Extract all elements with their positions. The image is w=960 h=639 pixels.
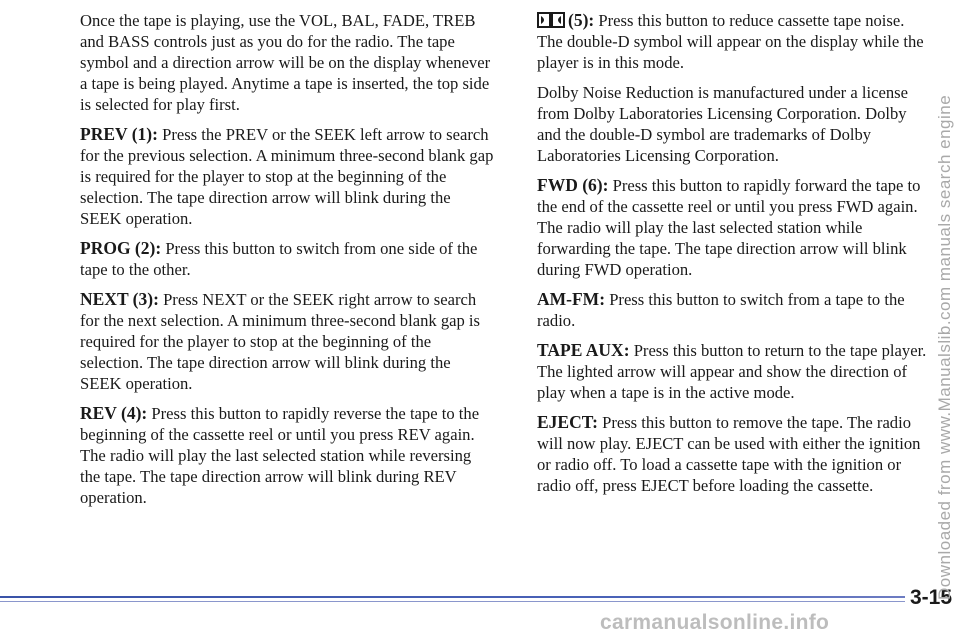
page-number: 3-15 [909,586,952,609]
item-text: Press this button to switch from a tape to the radio. [537,290,905,330]
item-term: EJECT: [537,412,598,432]
item-term: NEXT (3): [80,289,159,309]
right-column [537,10,932,505]
item-text: Press this button to return to the tape player. The lighted arrow will appear and show the direction of play when a tape is in the active mode. [537,341,927,402]
bottom-watermark: carmanualsonline.info [600,611,830,634]
footer-rule [0,596,905,598]
item-term: PREV (1): [80,124,158,144]
dolby-note: Dolby Noise Reduction is manufactured under a license from Dolby Laboratories Licensing Corporation. Dolby and the double-D symbol are trademarks of Dolby Laboratories Licensing Corporation. [537,83,908,165]
item-am-fm [537,289,932,331]
item-term: TAPE AUX: [537,340,630,360]
item-text: Press the PREV or the SEEK left arrow to search for the previous selection. A minimum three-second blank gap is required for the player to stop at the beginning of the selection. The tape direction arrow will blink during the SEEK operation. [80,125,494,228]
item-next [80,289,495,394]
item-tape-aux [537,340,932,403]
item-term: AM-FM: [537,289,606,309]
item-term-label: (5): [568,10,595,30]
item-text: Press this button to rapidly forward the tape to the end of the cassette reel or until you press FWD again. The radio will play the last selected station while forwarding the tape. The tape direction arrow will blink during FWD operation. [537,176,921,279]
item-eject [537,412,932,496]
item-rev [80,403,495,508]
item-text: Press this button to switch from one side of the tape to the other. [80,239,478,279]
item-prog [80,238,495,280]
left-column [80,10,495,517]
double-d-icon [537,12,565,28]
footer-rule-thin [0,601,905,602]
item-text: Press NEXT or the SEEK right arrow to search for the next selection. A minimum three-second blank gap is required for the player to stop at the beginning of the selection. The tape direction arrow will blink during the SEEK operation. [80,290,480,393]
item-term: FWD (6): [537,175,609,195]
item-dolby [537,10,932,73]
intro-paragraph: Once the tape is playing, use the VOL, BAL, FADE, TREB and BASS controls just as you do for the radio. The tape symbol and a direction arrow will be on the display whenever a tape is being played. Anytime a tape is inserted, the top side is selected for play first. [80,11,491,114]
item-text: Press this button to rapidly reverse the tape to the beginning of the cassette reel or until you press REV again. The radio will play the last selected station while reversing the tape. The tape direction arrow will blink during REV operation. [80,404,480,507]
item-term: PROG (2): [80,238,162,258]
item-term: REV (4): [80,403,148,423]
item-term [537,10,594,30]
item-fwd [537,175,932,280]
item-text: Press this button to reduce cassette tape noise. The double-D symbol will appear on the display while the player is in this mode. [537,11,924,72]
item-text: Press this button to remove the tape. The radio will now play. EJECT can be used with either the ignition or radio off. To load a cassette tape with the ignition or radio off, press EJECT before loading the cassette. [537,413,921,495]
item-prev [80,124,495,229]
